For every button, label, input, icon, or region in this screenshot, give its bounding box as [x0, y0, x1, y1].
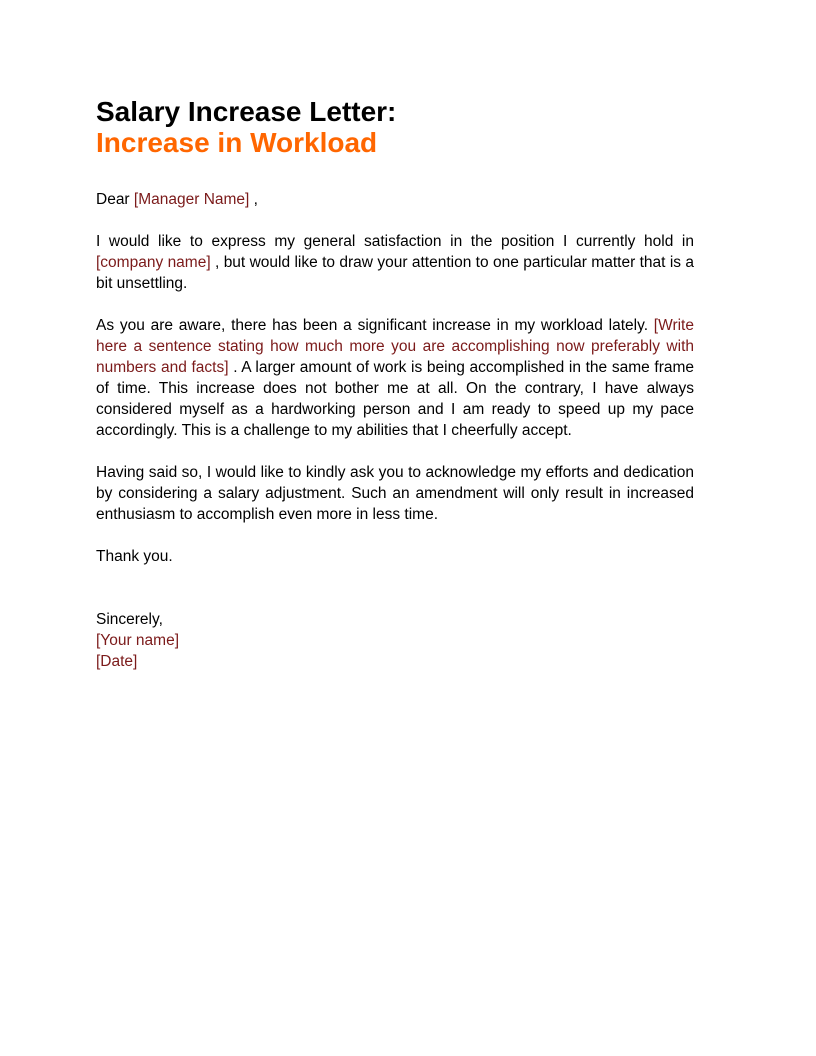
paragraph-request: Having said so, I would like to kindly ask you to acknowledge my efforts and dedication by considering a salary adjustment. Such an amendment will only result in increased enthusiasm to accomplish even more in less time. — [96, 464, 694, 523]
paragraph-workload — [96, 315, 694, 441]
closing-salutation: Sincerely, — [96, 611, 163, 628]
thanks-line: Thank you. — [96, 548, 173, 565]
paragraph2-text-before: As you are aware, there has been a significant increase in my workload lately. — [96, 317, 654, 334]
letter-page — [96, 96, 694, 672]
your-name-placeholder: [Your name] — [96, 632, 180, 649]
date-placeholder: [Date] — [96, 653, 138, 670]
greeting-prefix: Dear — [96, 191, 134, 208]
manager-name-placeholder: [Manager Name] — [133, 191, 250, 208]
signature-block — [96, 609, 694, 672]
paragraph-satisfaction — [96, 231, 694, 294]
greeting-suffix: , — [249, 191, 258, 208]
company-name-placeholder: [company name] — [96, 254, 211, 271]
title-line-1: Salary Increase Letter: — [96, 96, 397, 127]
paragraph1-text-before: I would like to express my general satisfaction in the position I currently hold in — [96, 233, 694, 250]
letter-title — [96, 96, 694, 158]
greeting — [96, 189, 694, 210]
title-line-2: Increase in Workload — [96, 127, 378, 158]
paragraph1-text-after: , but would like to draw your attention to one particular matter that is a bit unsettling. — [96, 254, 694, 292]
accomplishment-placeholder: [Write here a sentence stating how much more you are accomplishing now preferably with numbers and facts] — [96, 317, 694, 376]
paragraph2-text-after: . A larger amount of work is being accomplished in the same frame of time. This increase does not bother me at all. On the contrary, I have always considered myself as a hardworking person and I am ready to speed up my pace accordingly. This is a challenge to my abilities that I cheerfully accept. — [96, 359, 695, 439]
